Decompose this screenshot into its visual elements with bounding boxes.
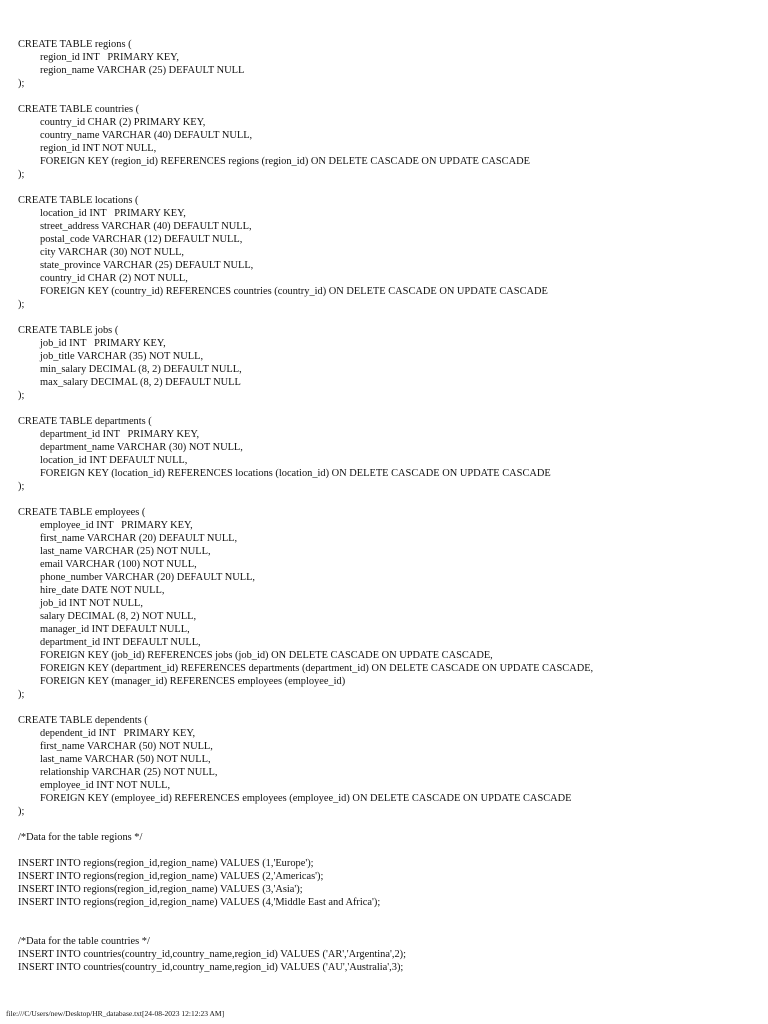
create-table-statement: CREATE TABLE countries ( (18, 104, 140, 115)
insert-statement: INSERT INTO countries(country_id,country_name,region_id) VALUES ('AU','Australia',3); (18, 962, 404, 973)
column-definition: employee_id INT PRIMARY KEY, (40, 520, 193, 531)
column-definition: location_id INT DEFAULT NULL, (40, 455, 188, 466)
statement-terminator: ); (18, 689, 25, 700)
insert-statement: INSERT INTO regions(region_id,region_name) VALUES (2,'Americas'); (18, 871, 324, 882)
foreign-key-definition: FOREIGN KEY (employee_id) REFERENCES employees (employee_id) ON DELETE CASCADE ON UPDATE CASCADE (40, 793, 572, 804)
create-table-statement: CREATE TABLE departments ( (18, 416, 152, 427)
column-definition: postal_code VARCHAR (12) DEFAULT NULL, (40, 234, 243, 245)
column-definition: job_title VARCHAR (35) NOT NULL, (40, 351, 204, 362)
foreign-key-definition: FOREIGN KEY (location_id) REFERENCES locations (location_id) ON DELETE CASCADE ON UPDATE CASCADE (40, 468, 551, 479)
blank-line (18, 701, 758, 714)
sql-comment: /*Data for the table countries */ (18, 936, 150, 947)
column-definition: relationship VARCHAR (25) NOT NULL, (40, 767, 218, 778)
column-definition: region_id INT NOT NULL, (40, 143, 157, 154)
insert-statement: INSERT INTO regions(region_id,region_name) VALUES (4,'Middle East and Africa'); (18, 897, 381, 908)
column-definition: city VARCHAR (30) NOT NULL, (40, 247, 185, 258)
column-definition: country_id CHAR (2) PRIMARY KEY, (40, 117, 206, 128)
blank-line (18, 818, 758, 831)
column-definition: email VARCHAR (100) NOT NULL, (40, 559, 197, 570)
column-definition: min_salary DECIMAL (8, 2) DEFAULT NULL, (40, 364, 242, 375)
column-definition: phone_number VARCHAR (20) DEFAULT NULL, (40, 572, 256, 583)
create-table-statement: CREATE TABLE locations ( (18, 195, 139, 206)
insert-statement: INSERT INTO regions(region_id,region_name) VALUES (3,'Asia'); (18, 884, 303, 895)
blank-line (18, 922, 758, 935)
statement-terminator: ); (18, 169, 25, 180)
insert-statement: INSERT INTO regions(region_id,region_name) VALUES (1,'Europe'); (18, 858, 314, 869)
column-definition: first_name VARCHAR (20) DEFAULT NULL, (40, 533, 238, 544)
column-definition: salary DECIMAL (8, 2) NOT NULL, (40, 611, 197, 622)
column-definition: country_name VARCHAR (40) DEFAULT NULL, (40, 130, 253, 141)
blank-line (18, 844, 758, 857)
column-definition: country_id CHAR (2) NOT NULL, (40, 273, 188, 284)
statement-terminator: ); (18, 390, 25, 401)
blank-line (18, 90, 758, 103)
statement-terminator: ); (18, 481, 25, 492)
column-definition: street_address VARCHAR (40) DEFAULT NULL, (40, 221, 252, 232)
column-definition: job_id INT PRIMARY KEY, (40, 338, 166, 349)
column-definition: last_name VARCHAR (25) NOT NULL, (40, 546, 211, 557)
column-definition: dependent_id INT PRIMARY KEY, (40, 728, 196, 739)
column-definition: department_id INT PRIMARY KEY, (40, 429, 200, 440)
blank-line (18, 909, 758, 922)
column-definition: hire_date DATE NOT NULL, (40, 585, 165, 596)
column-definition: max_salary DECIMAL (8, 2) DEFAULT NULL (40, 377, 241, 388)
column-definition: last_name VARCHAR (50) NOT NULL, (40, 754, 211, 765)
blank-line (18, 181, 758, 194)
column-definition: region_name VARCHAR (25) DEFAULT NULL (40, 65, 245, 76)
column-definition: state_province VARCHAR (25) DEFAULT NULL, (40, 260, 254, 271)
create-table-statement: CREATE TABLE jobs ( (18, 325, 119, 336)
column-definition: department_name VARCHAR (30) NOT NULL, (40, 442, 243, 453)
blank-line (18, 402, 758, 415)
create-table-statement: CREATE TABLE regions ( (18, 39, 132, 50)
foreign-key-definition: FOREIGN KEY (region_id) REFERENCES regions (region_id) ON DELETE CASCADE ON UPDATE CASCADE (40, 156, 530, 167)
foreign-key-definition: FOREIGN KEY (country_id) REFERENCES countries (country_id) ON DELETE CASCADE ON UPDATE CASCADE (40, 286, 548, 297)
foreign-key-definition: FOREIGN KEY (department_id) REFERENCES departments (department_id) ON DELETE CASCADE ON UPDATE CASCADE, (40, 663, 594, 674)
column-definition: job_id INT NOT NULL, (40, 598, 143, 609)
statement-terminator: ); (18, 299, 25, 310)
foreign-key-definition: FOREIGN KEY (job_id) REFERENCES jobs (job_id) ON DELETE CASCADE ON UPDATE CASCADE, (40, 650, 493, 661)
column-definition: first_name VARCHAR (50) NOT NULL, (40, 741, 213, 752)
document-body (18, 38, 758, 974)
statement-terminator: ); (18, 78, 25, 89)
column-definition: manager_id INT DEFAULT NULL, (40, 624, 190, 635)
column-definition: region_id INT PRIMARY KEY, (40, 52, 179, 63)
statement-terminator: ); (18, 806, 25, 817)
column-definition: department_id INT DEFAULT NULL, (40, 637, 201, 648)
sql-comment: /*Data for the table regions */ (18, 832, 143, 843)
insert-statement: INSERT INTO countries(country_id,country_name,region_id) VALUES ('AR','Argentina',2); (18, 949, 406, 960)
create-table-statement: CREATE TABLE dependents ( (18, 715, 148, 726)
page-footer-path: file:///C/Users/new/Desktop/HR_database.txt[24-08-2023 12:12:23 AM] (6, 1009, 225, 1018)
blank-line (18, 493, 758, 506)
column-definition: employee_id INT NOT NULL, (40, 780, 171, 791)
create-table-statement: CREATE TABLE employees ( (18, 507, 146, 518)
column-definition: location_id INT PRIMARY KEY, (40, 208, 186, 219)
blank-line (18, 311, 758, 324)
foreign-key-definition: FOREIGN KEY (manager_id) REFERENCES employees (employee_id) (40, 676, 346, 687)
